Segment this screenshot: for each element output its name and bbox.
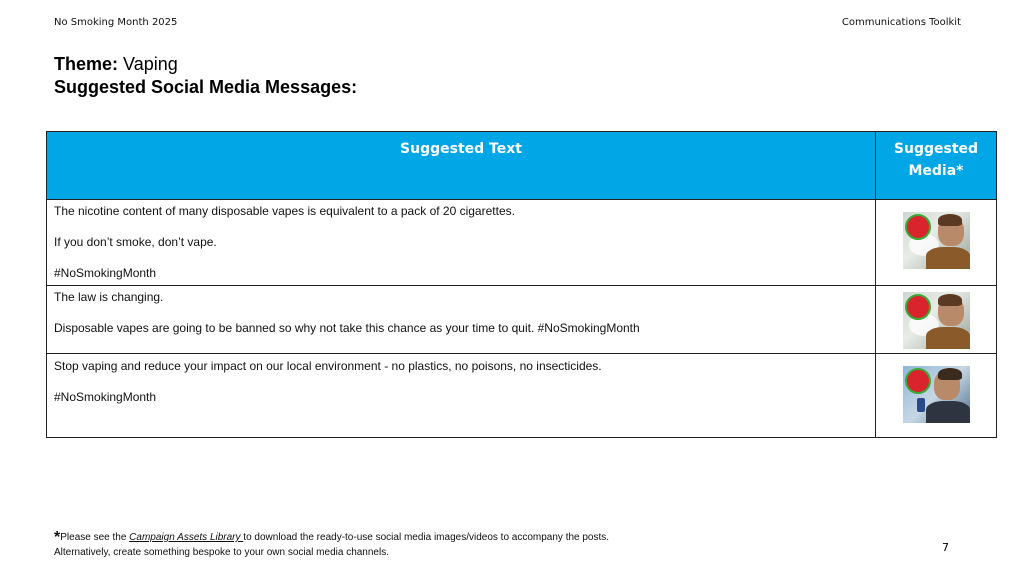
man-vaping-thumbnail[interactable] bbox=[903, 212, 970, 269]
media-cell bbox=[876, 354, 997, 438]
column-header-media: Suggested Media* bbox=[876, 132, 997, 200]
hair-shape bbox=[938, 294, 962, 306]
man-vaping-thumbnail[interactable] bbox=[903, 292, 970, 349]
page-heading bbox=[54, 53, 357, 99]
page-subtitle: Suggested Social Media Messages: bbox=[54, 77, 358, 97]
message-paragraph: The law is changing. bbox=[54, 290, 164, 304]
hair-shape bbox=[938, 368, 962, 380]
message-paragraph: The nicotine content of many disposable vapes is equivalent to a pack of 20 cigarettes. bbox=[54, 204, 515, 218]
column-header-text: Suggested Text bbox=[47, 132, 876, 200]
message-paragraph: Disposable vapes are going to be banned so why not take this chance as your time to quit. #NoSmokingMonth bbox=[54, 321, 640, 335]
footnote-text-post: to download the ready-to-use social media images/videos to accompany the posts. bbox=[243, 532, 610, 543]
message-text-cell bbox=[47, 286, 876, 354]
no-smoking-month-logo-icon bbox=[905, 294, 931, 320]
message-paragraph: Stop vaping and reduce your impact on our local environment - no plastics, no poisons, no insecticides. bbox=[54, 359, 602, 373]
page-number: 7 bbox=[942, 541, 949, 554]
campaign-assets-library-link[interactable]: Campaign Assets Library bbox=[129, 532, 244, 543]
no-smoking-month-logo-icon bbox=[905, 214, 931, 240]
theme-label: Theme: bbox=[54, 54, 119, 74]
no-smoking-month-logo-icon bbox=[905, 368, 931, 394]
header-left-title: No Smoking Month 2025 bbox=[54, 17, 178, 28]
message-paragraph: #NoSmokingMonth bbox=[54, 266, 157, 280]
media-cell bbox=[876, 200, 997, 286]
message-text-cell bbox=[47, 354, 876, 438]
table-row bbox=[47, 200, 997, 286]
man-vaping-with-phone-thumbnail[interactable] bbox=[903, 366, 970, 423]
message-paragraph: If you don’t smoke, don’t vape. bbox=[54, 235, 217, 249]
hair-shape bbox=[938, 214, 962, 226]
table-header-row bbox=[47, 132, 997, 200]
table-row bbox=[47, 286, 997, 354]
message-text-cell bbox=[47, 200, 876, 286]
jacket-shape bbox=[926, 247, 970, 269]
footnote-text-pre: Please see the bbox=[60, 532, 130, 543]
messages-table bbox=[46, 131, 997, 438]
footnote-line-2: Alternatively, create something bespoke to your own social media channels. bbox=[54, 547, 389, 558]
media-cell bbox=[876, 286, 997, 354]
footnote-star: * bbox=[54, 529, 61, 546]
table-row bbox=[47, 354, 997, 438]
theme-value: Vaping bbox=[123, 54, 178, 74]
jacket-shape bbox=[926, 327, 970, 349]
message-paragraph: #NoSmokingMonth bbox=[54, 390, 157, 404]
footnote bbox=[54, 530, 609, 560]
jacket-shape bbox=[926, 401, 970, 423]
phone-icon bbox=[917, 398, 925, 412]
header-right-title: Communications Toolkit bbox=[841, 17, 961, 28]
